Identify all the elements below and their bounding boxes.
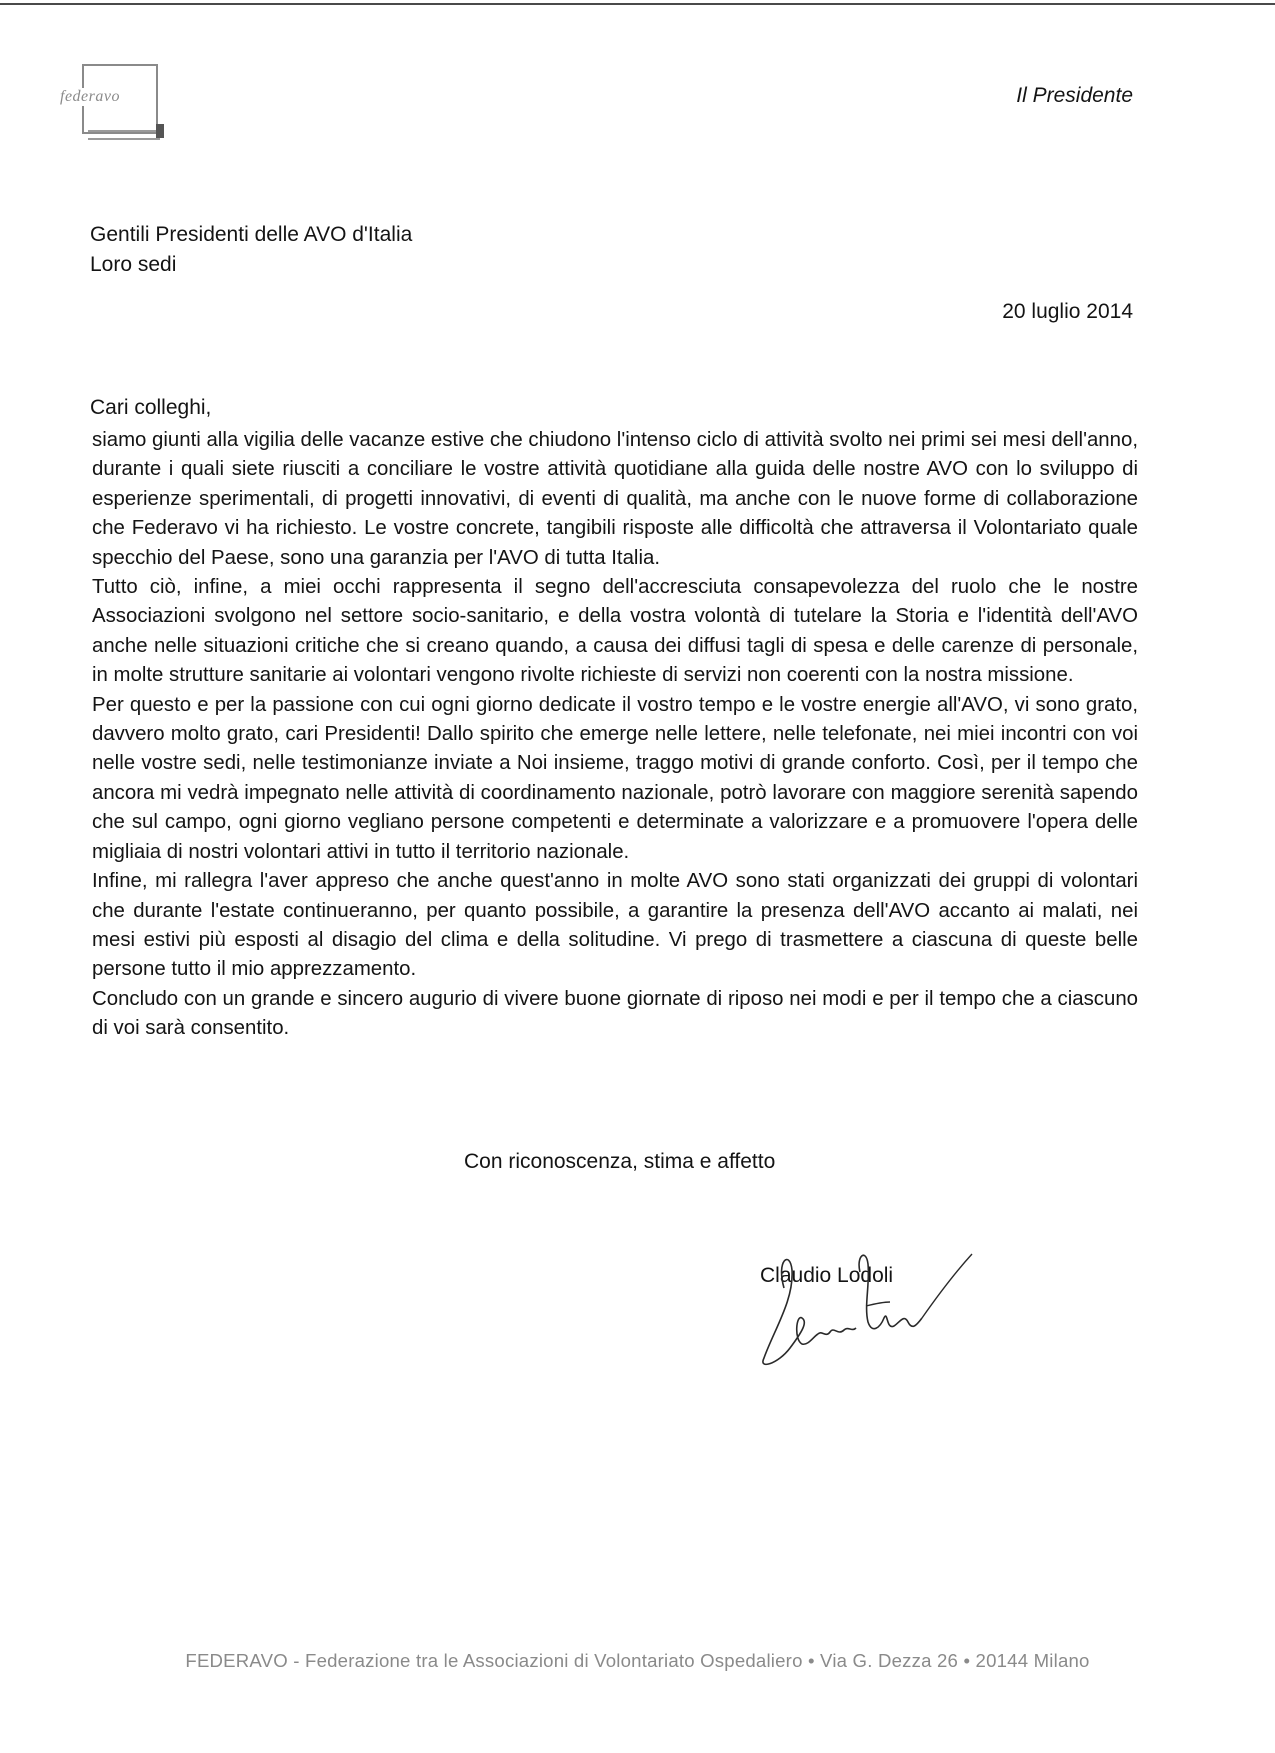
recipient-line-2: Loro sedi: [90, 253, 177, 276]
letter-body: [92, 426, 1138, 1044]
handwritten-signature: [756, 1240, 976, 1370]
letter-date: 20 luglio 2014: [1002, 300, 1133, 323]
closing: Con riconoscenza, stima e affetto: [464, 1150, 776, 1173]
sender-role: Il Presidente: [1016, 84, 1133, 107]
federavo-logo: [60, 64, 184, 144]
logo-bar: [88, 130, 160, 140]
top-rule: [0, 3, 1275, 5]
logo-text: federavo: [56, 88, 124, 106]
salutation: Cari colleghi,: [90, 396, 212, 419]
footer-address: FEDERAVO - Federazione tra le Associazioni di Volontariato Ospedaliero • Via G. Dezza 26 • 20144 Milano: [185, 1650, 1090, 1671]
recipient-line-1: Gentili Presidenti delle AVO d'Italia: [90, 223, 413, 246]
paragraph-5: Concludo con un grande e sincero augurio di vivere buone giornate di riposo nei modi e per il tempo che a ciascuno di voi sarà consentito.: [92, 987, 1138, 1040]
signature-name: Claudio Lodoli: [760, 1264, 894, 1287]
paragraph-3: Per questo e per la passione con cui ogni giorno dedicate il vostro tempo e le vostre energie all'AVO, vi sono grato, davvero molto grato, cari Presidenti! Dallo spirito che emerge nelle lettere, nelle telefonate, nei miei incontri con voi nelle vostre sedi, nelle testimonianze inviate a Noi insieme, traggo motivi di grande conforto. Così, per il tempo che ancora mi vedrà impegnato nelle attività di coordinamento nazionale, potrò lavorare con maggiore serenità sapendo che sul campo, ogni giorno vegliano persone competenti e determinate a valorizzare e a promuovere l'opera delle migliaia di nostri volontari attivi in tutto il territorio nazionale.: [92, 693, 1138, 863]
paragraph-1: siamo giunti alla vigilia delle vacanze estive che chiudono l'intenso ciclo di attività svolto nei primi sei mesi dell'anno, durante i quali siete riusciti a conciliare le vostre attività quotidiane alla guida delle nostre AVO con lo sviluppo di esperienze sperimentali, di progetti innovativi, di eventi di qualità, ma anche con le nuove forme di collaborazione che Federavo vi ha richiesto. Le vostre concrete, tangibili risposte alle difficoltà che attraversa il Volontariato quale specchio del Paese, sono una garanzia per l'AVO di tutta Italia.: [92, 429, 1138, 569]
paragraph-2: Tutto ciò, infine, a miei occhi rappresenta il segno dell'accresciuta consapevolezza del ruolo che le nostre Associazioni svolgono nel settore socio-sanitario, e della vostra volontà di tutelare la Storia e l'identità dell'AVO anche nelle situazioni critiche che si creano quando, a causa dei diffusi tagli di spesa e delle carenze di personale, in molte strutture sanitarie ai volontari vengono rivolte richieste di servizi non coerenti con la nostra missione.: [92, 576, 1138, 687]
recipient-block: [90, 220, 412, 280]
paragraph-4: Infine, mi rallegra l'aver appreso che anche quest'anno in molte AVO sono stati organizzati dei gruppi di volontari che durante l'estate continueranno, per quanto possibile, a garantire la presenza dell'AVO accanto ai malati, nei mesi estivi più esposti al disagio del clima e della solitudine. Vi prego di trasmettere a ciascuna di queste belle persone tutto il mio apprezzamento.: [92, 870, 1138, 981]
logo-tab: [156, 124, 164, 138]
